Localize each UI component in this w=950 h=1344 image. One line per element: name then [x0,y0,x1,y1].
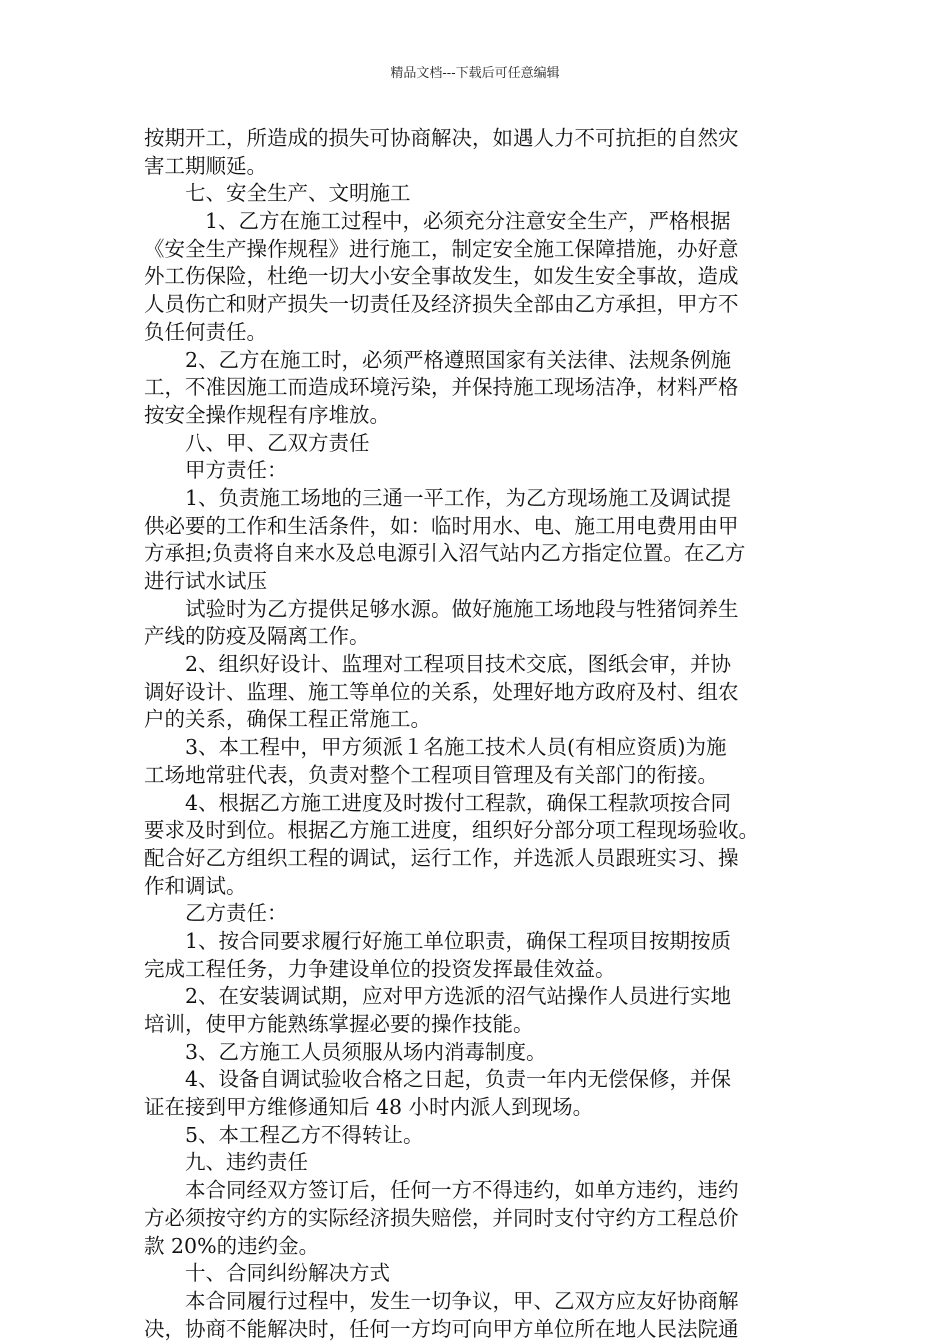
text-line: 试验时为乙方提供足够水源。做好施施工场地段与牲猪饲养生 [185,596,739,621]
text-line: 2、乙方在施工时，必须严格遵照国家有关法律、法规条例施 [185,347,732,372]
text-line: 十、合同纠纷解决方式 [185,1261,390,1286]
text-line: 2、在安装调试期，应对甲方选派的沼气站操作人员进行实地 [185,984,732,1009]
text-line: 工场地常驻代表，负责对整个工程项目管理及有关部门的衔接。 [144,762,718,787]
text-line: 本合同经双方签订后，任何一方不得违约，如单方违约，违约 [185,1178,739,1203]
text-line: 甲方责任： [185,458,288,483]
text-line: 4、根据乙方施工进度及时拨付工程款，确保工程款项按合同 [185,790,732,815]
text-line: 方必须按守约方的实际经济损失赔偿，并同时支付守约方工程总价 [144,1205,739,1230]
text-line: 户的关系，确保工程正常施工。 [144,707,431,732]
text-line: 九、违约责任 [185,1150,308,1175]
text-line: 培训，使甲方能熟练掌握必要的操作技能。 [144,1012,534,1036]
text-line: 工，不准因施工而造成环境污染，并保持施工现场洁净，材料严格 [144,375,739,400]
text-line: 完成工程任务，力争建设单位的投资发挥最佳效益。 [144,956,616,981]
text-line: 《安全生产操作规程》进行施工，制定安全施工保障措施，办好意 [144,236,739,261]
text-line: 要求及时到位。根据乙方施工进度，组织好分部分项工程现场验收。 [144,818,759,843]
text-line: 3、本工程中，甲方须派１名施工技术人员(有相应资质)为施 [185,735,727,760]
text-line: 乙方责任： [185,901,288,926]
text-line: 本合同履行过程中，发生一切争议，甲、乙双方应友好协商解 [185,1288,739,1313]
text-line: 七、安全生产、文明施工 [185,181,411,206]
text-line: 调好设计、监理、施工等单位的关系，处理好地方政府及村、组农 [144,679,739,704]
page-header: 精品文档---下载后可任意编辑 [390,66,560,81]
text-line: 5、本工程乙方不得转让。 [185,1122,424,1147]
text-line: 进行试水试压 [144,569,267,593]
text-line: 1、乙方在施工过程中，必须充分注意安全生产，严格根据 [205,209,731,234]
text-line: 供必要的工作和生活条件，如：临时用水、电、施工用电费用由甲 [144,513,739,538]
text-line: 款 20%的违约金。 [144,1233,320,1258]
text-line: 人员伤亡和财产损失一切责任及经济损失全部由乙方承担，甲方不 [144,292,739,317]
text-line: 决，协商不能解决时，任何一方均可向甲方单位所在地人民法院通 [144,1316,739,1341]
text-line: 按期开工，所造成的损失可协商解决，如遇人力不可抗拒的自然灾 [144,126,739,150]
text-line: 证在接到甲方维修通知后 48 小时内派人到现场。 [144,1095,594,1120]
text-line: 配合好乙方组织工程的调试，运行工作，并选派人员跟班实习、操 [144,845,739,870]
text-line: 2、组织好设计、监理对工程项目技术交底，图纸会审，并协 [185,652,732,677]
text-line: 按安全操作规程有序堆放。 [144,402,390,427]
text-line: 3、乙方施工人员须服从场内消毒制度。 [185,1039,547,1064]
text-line: 4、设备自调试验收合格之日起，负责一年内无偿保修，并保 [185,1067,732,1092]
text-line: 负任何责任。 [144,319,267,344]
document-body [144,125,816,1343]
text-line: 方承担;负责将自来水及总电源引入沼气站内乙方指定位置。在乙方 [144,541,746,566]
text-line: 外工伤保险，杜绝一切大小安全事故发生，如发生安全事故，造成 [144,264,739,289]
text-line: 作和调试。 [144,873,247,898]
text-line: 1、负责施工场地的三通一平工作，为乙方现场施工及调试提 [185,485,732,510]
text-line: 八、甲、乙双方责任 [185,430,370,455]
text-line: 害工期顺延。 [144,153,267,178]
text-line: 1、按合同要求履行好施工单位职责，确保工程项目按期按质 [185,928,732,953]
text-line: 产线的防疫及隔离工作。 [144,624,370,649]
